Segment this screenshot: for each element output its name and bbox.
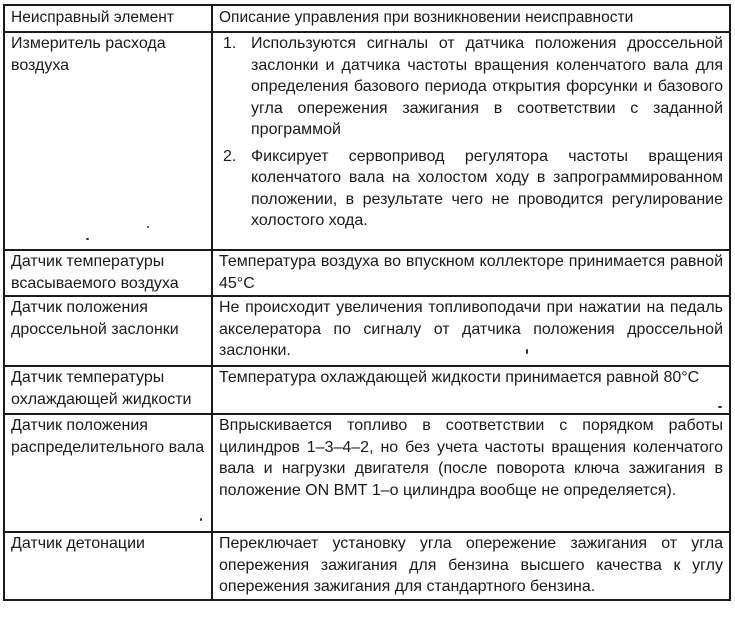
fault-table xyxy=(3,4,731,601)
scan-speck xyxy=(200,518,202,521)
table-row xyxy=(4,414,730,532)
element-cell: Датчик положения распределительного вала xyxy=(4,414,212,532)
description-cell: Переключает установку угла опережение зажигания от угла опережения зажигания для бензина высшего качества к углу опережения зажигания для стандартного бензина. xyxy=(212,532,730,600)
scan-speck xyxy=(147,226,149,228)
table-row xyxy=(4,32,730,250)
description-cell: Температура охлаждающей жидкости принимается равной 80°С xyxy=(212,366,730,414)
step-text: Фиксирует сервопривод регулятора частоты вращения коленчатого вала на холостом ходу в запрограммированном положении, в результате чего не проводится регулирование холостого хода. xyxy=(251,147,723,229)
table-row xyxy=(4,532,730,600)
table-row xyxy=(4,296,730,366)
header-faulty-element: Неисправный элемент xyxy=(4,5,212,32)
description-cell xyxy=(212,32,730,250)
table-row xyxy=(4,366,730,414)
steps-list xyxy=(219,33,723,232)
table-row xyxy=(4,250,730,296)
list-item xyxy=(219,33,723,141)
element-cell: Датчик температуры охлаждающей жидкости xyxy=(4,366,212,414)
scan-speck xyxy=(86,238,89,240)
step-number: 2. xyxy=(223,147,237,165)
description-cell: Впрыскивается топливо в соответствии с порядком работы цилиндров 1–3–4–2, но без учета частоты вращения коленчатого вала и нагрузки двигателя (после поворота ключа зажигания в положение ON ВМТ 1–о цилиндра вообще не определяется). xyxy=(212,414,730,532)
element-cell: Датчик детонации xyxy=(4,532,212,600)
step-text: Используются сигналы от датчика положения дроссельной заслонки и датчика частоты вращения коленчатого вала для определения базового периода открытия форсунки и базового угла опережения зажигания в соответствии с заданной программой xyxy=(251,35,723,138)
element-cell: Датчик температуры всасываемого воздуха xyxy=(4,250,212,296)
description-cell: Температура воздуха во впускном коллекторе принимается равной 45°С xyxy=(212,250,730,296)
scan-speck xyxy=(526,349,528,354)
step-number: 1. xyxy=(223,35,237,52)
table-header-row xyxy=(4,5,730,32)
scan-speck xyxy=(718,406,722,408)
element-cell: Измеритель расхода воздуха xyxy=(4,32,212,250)
description-cell: Не происходит увеличения топливоподачи при нажатии на педаль акселератора по сигналу от датчика положения дроссельной заслонки. xyxy=(212,296,730,366)
list-item xyxy=(219,146,723,232)
header-control-description: Описание управления при возникновении неисправности xyxy=(212,5,730,32)
element-cell: Датчик положения дроссельной заслонки xyxy=(4,296,212,366)
